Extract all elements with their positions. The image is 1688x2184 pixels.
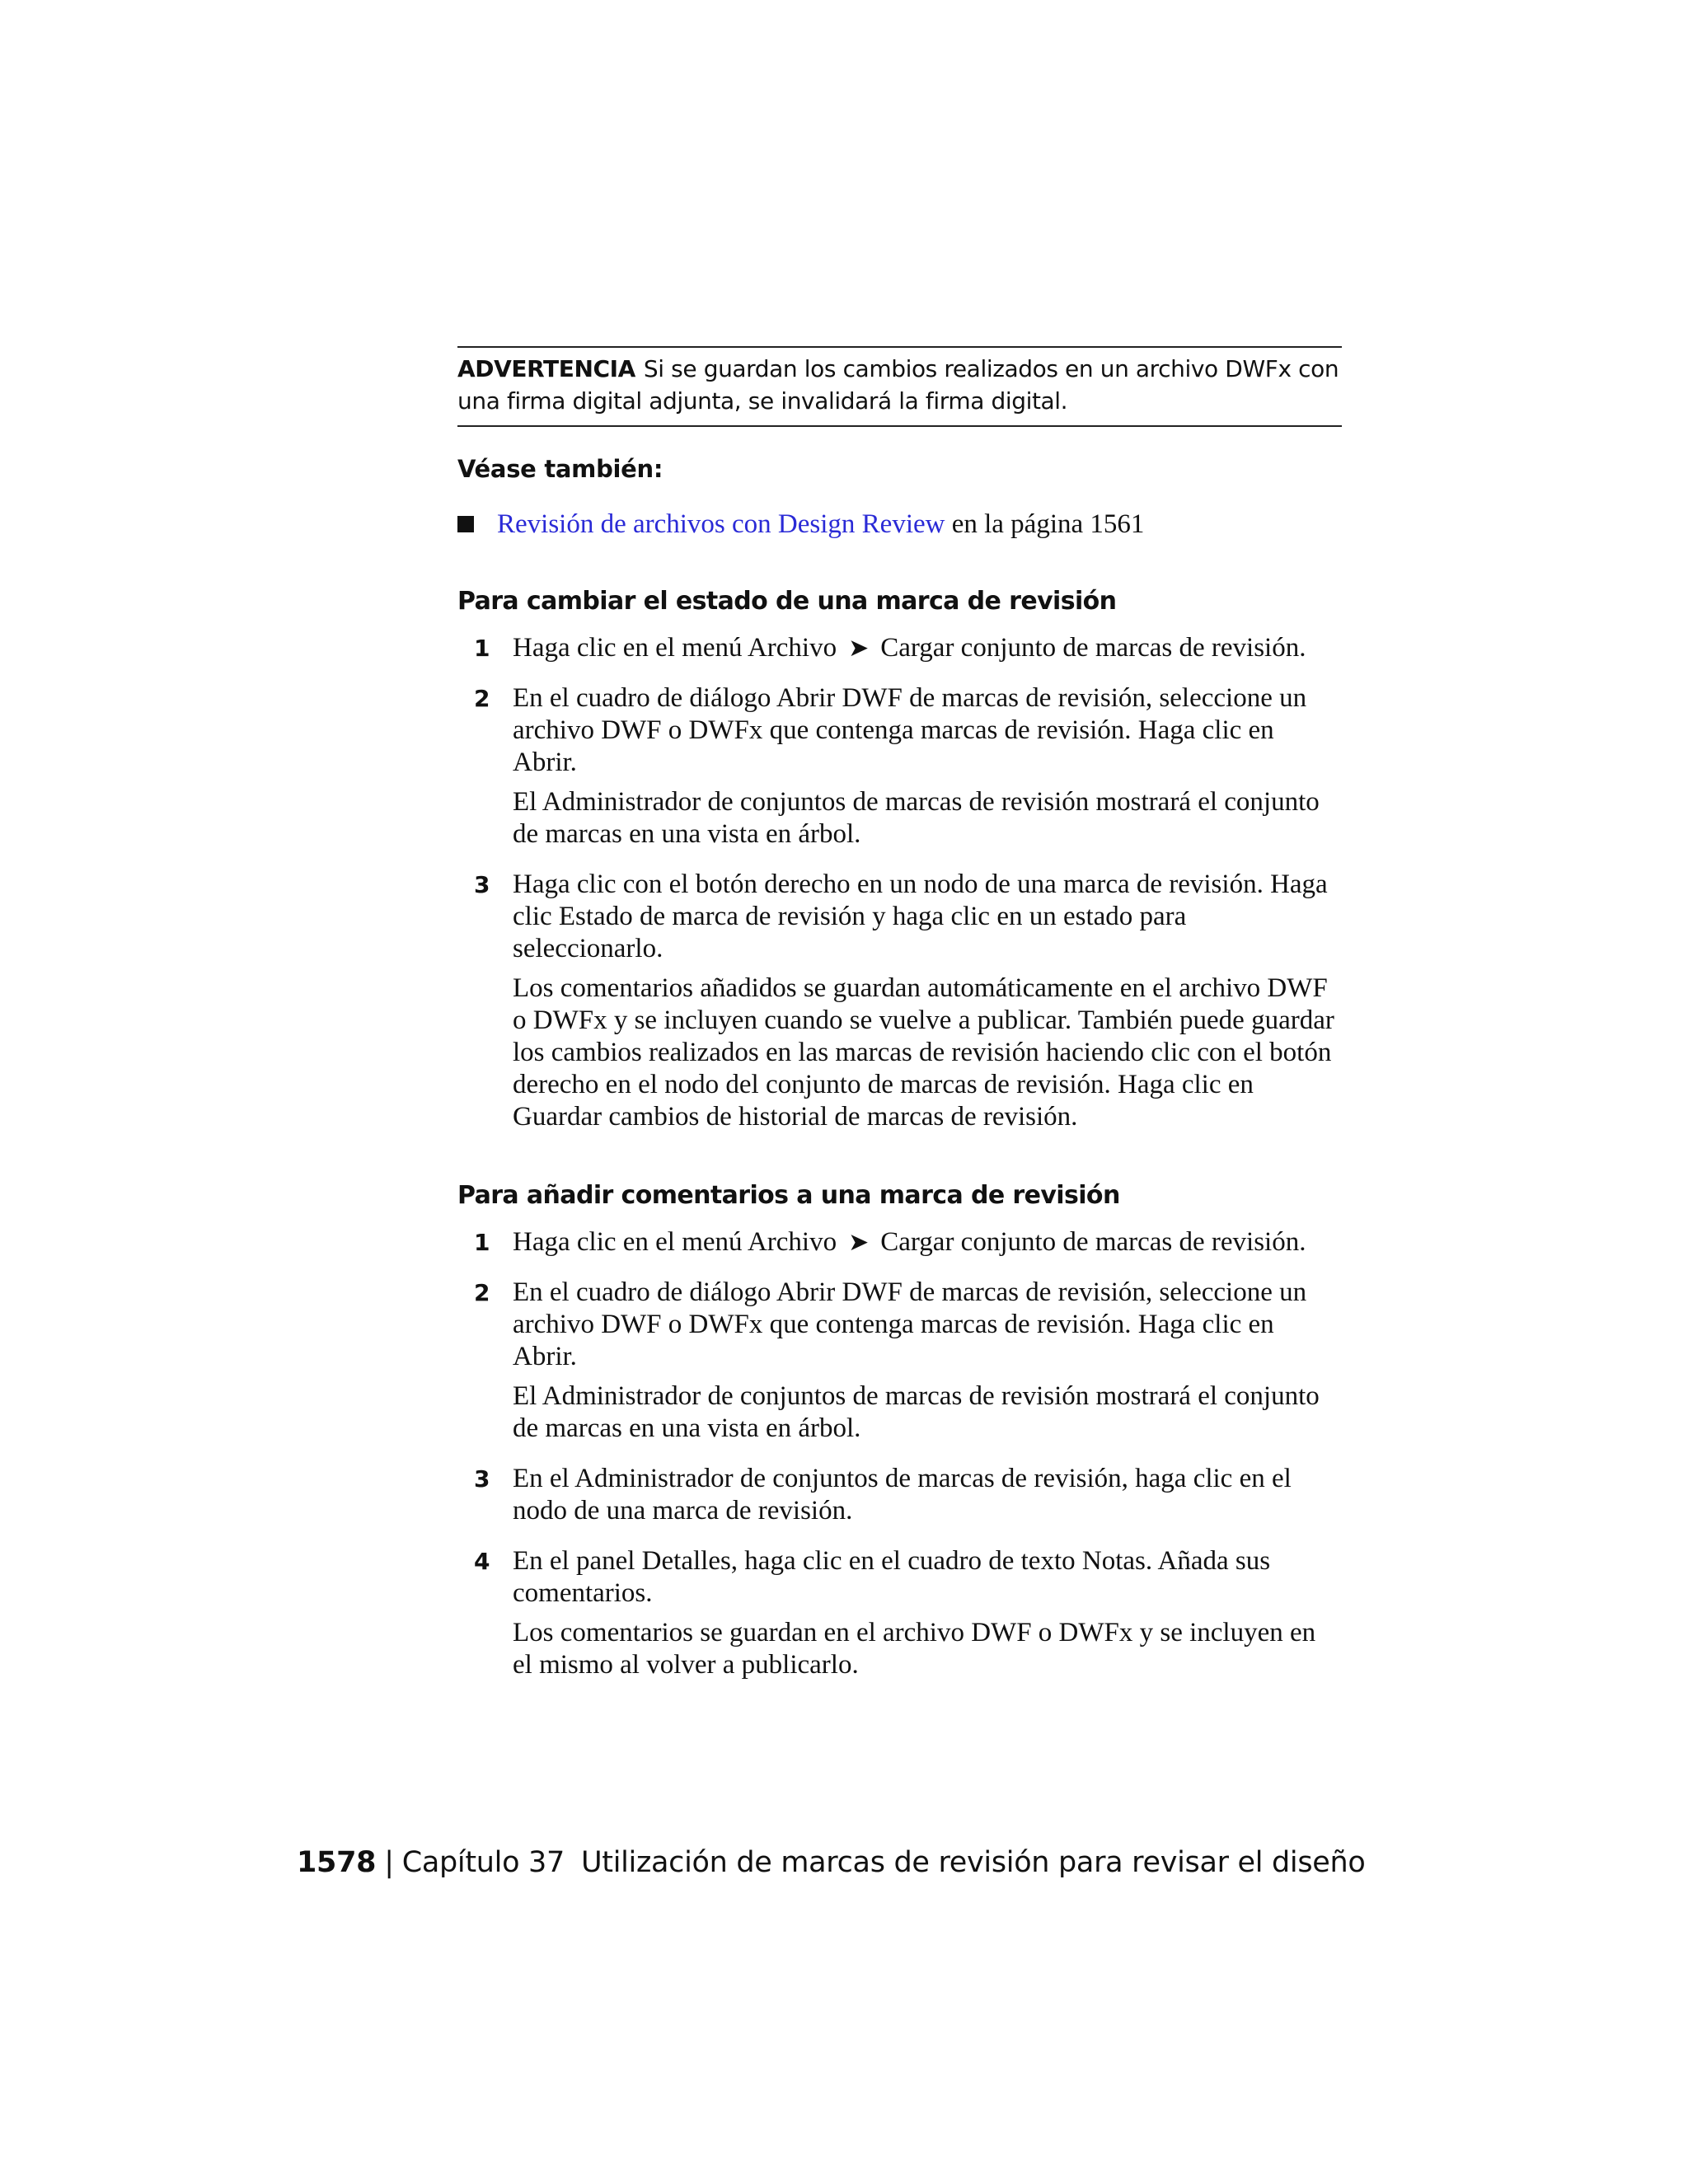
step-text: En el cuadro de diálogo Abrir DWF de marcas de revisión, seleccione un archivo DWF o DWFx que contenga marcas de revisión. Haga clic en Abrir. (513, 683, 1307, 777)
procedure-step (457, 1277, 1342, 1445)
section-change-status (457, 587, 1342, 1133)
page-content (457, 346, 1342, 1699)
square-bullet-icon (457, 516, 474, 532)
step-number: 1 (474, 1229, 490, 1256)
chapter-title: Utilización de marcas de revisión para revisar el diseño (580, 1846, 1366, 1879)
step-note: El Administrador de conjuntos de marcas de revisión mostrará el conjunto de marcas en una vista en árbol. (513, 787, 1320, 849)
see-also-heading: Véase también: (457, 455, 663, 483)
procedure-steps (457, 632, 1342, 1133)
arrowhead-right-icon: ➤ (848, 634, 870, 663)
section-heading: Para añadir comentarios a una marca de revisión (457, 1181, 1120, 1210)
warning-label: ADVERTENCIA (457, 355, 635, 382)
warning-text: Si se guardan los cambios realizados en un archivo DWFx con una firma digital adjunta, se invalidará la firma digital. (457, 355, 1339, 415)
step-note: Los comentarios añadidos se guardan automáticamente en el archivo DWF o DWFx y se incluyen cuando se vuelve a publicar. También puede guardar los cambios realizados en las marcas de revisión haciendo clic con el botón derecho en el nodo del conjunto de marcas de revisión. Haga clic en Guardar cambios de historial de marcas de revisión. (513, 973, 1334, 1132)
section-add-comments (457, 1181, 1342, 1681)
step-note: Los comentarios se guardan en el archivo DWF o DWFx y se incluyen en el mismo al volver a publicarlo. (513, 1618, 1316, 1680)
section-heading: Para cambiar el estado de una marca de revisión (457, 587, 1117, 616)
page-footer (297, 1846, 1366, 1879)
cross-reference-link[interactable]: Revisión de archivos con Design Review (497, 509, 945, 539)
procedure-step (457, 869, 1342, 1133)
step-number: 2 (474, 685, 490, 712)
arrowhead-right-icon: ➤ (848, 1228, 870, 1257)
page-reference: en la página 1561 (945, 509, 1145, 539)
step-text: En el Administrador de conjuntos de marcas de revisión, haga clic en el nodo de una marca de revisión. (513, 1464, 1292, 1526)
procedure-step (457, 682, 1342, 851)
step-text: Haga clic en el menú Archivo ➤ Cargar conjunto de marcas de revisión. (513, 1227, 1306, 1257)
chapter-label: Capítulo 37 (401, 1846, 565, 1879)
footer-separator: | (384, 1846, 394, 1879)
step-number: 1 (474, 635, 490, 662)
page-number: 1578 (297, 1846, 377, 1879)
see-also-item (457, 508, 1342, 541)
procedure-step (457, 632, 1342, 664)
procedure-steps (457, 1226, 1342, 1681)
step-number: 3 (474, 871, 490, 898)
step-text: Haga clic en el menú Archivo ➤ Cargar conjunto de marcas de revisión. (513, 633, 1306, 663)
warning-box (457, 346, 1342, 427)
procedure-step (457, 1463, 1342, 1527)
step-number: 3 (474, 1465, 490, 1493)
procedure-step (457, 1545, 1342, 1681)
step-number: 2 (474, 1279, 490, 1306)
procedure-step (457, 1226, 1342, 1258)
step-text: En el panel Detalles, haga clic en el cuadro de texto Notas. Añada sus comentarios. (513, 1546, 1271, 1608)
step-note: El Administrador de conjuntos de marcas de revisión mostrará el conjunto de marcas en una vista en árbol. (513, 1381, 1320, 1443)
step-number: 4 (474, 1548, 490, 1575)
step-text: En el cuadro de diálogo Abrir DWF de marcas de revisión, seleccione un archivo DWF o DWFx que contenga marcas de revisión. Haga clic en Abrir. (513, 1277, 1307, 1371)
step-text: Haga clic con el botón derecho en un nodo de una marca de revisión. Haga clic Estado de marca de revisión y haga clic en un estado para seleccionarlo. (513, 869, 1328, 963)
